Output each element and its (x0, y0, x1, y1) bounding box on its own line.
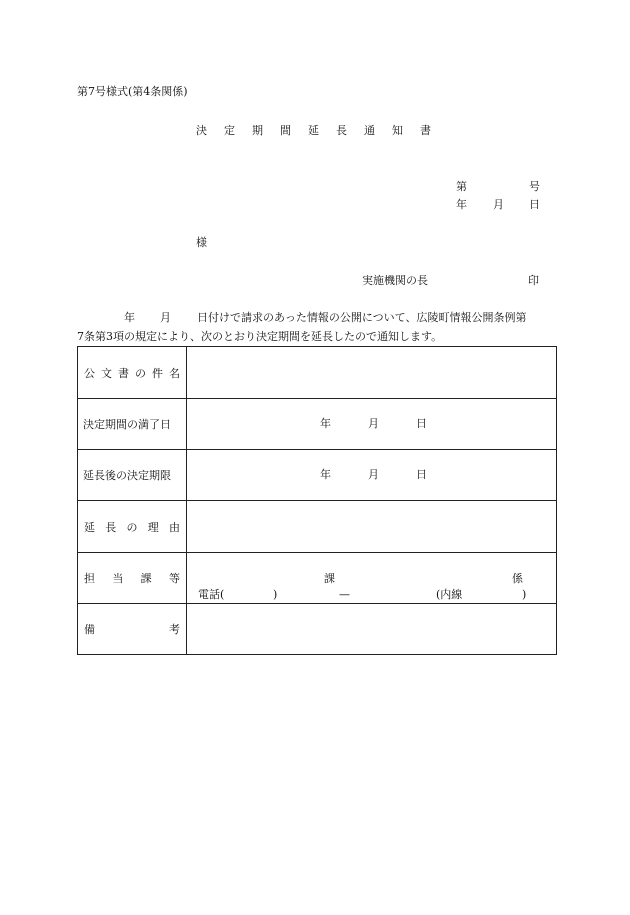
value-document-name (187, 347, 557, 399)
date-month: 月 (493, 198, 504, 211)
expiry-year: 年 (320, 417, 331, 430)
notice-table (77, 346, 557, 655)
extension-label: (内線 (436, 588, 463, 601)
doc-number-prefix: 第 (456, 180, 467, 193)
value-expiry-date (187, 399, 557, 450)
addressee-suffix: 様 (196, 236, 207, 249)
label-expiry-date: 決定期間の満了日 (78, 399, 187, 450)
phone-label: 電話( (198, 588, 225, 601)
section-kakari: 係 (512, 572, 523, 585)
deadline-day: 日 (416, 468, 427, 481)
seal-mark: 印 (528, 274, 539, 287)
table-row (78, 399, 557, 450)
doc-number-suffix: 号 (529, 180, 540, 193)
phone-dash: — (339, 588, 350, 601)
body-month: 月 (160, 311, 171, 324)
body-year: 年 (124, 311, 135, 324)
table-row (78, 553, 557, 604)
table-row (78, 347, 557, 399)
expiry-day: 日 (416, 417, 427, 430)
table-row (78, 604, 557, 655)
body-line-2: 7条第3項の規定により、次のとおり決定期間を延長したので通知します。 (77, 330, 443, 343)
label-remarks: 備 考 (78, 604, 187, 655)
label-reason: 延 長 の 理 由 (78, 501, 187, 553)
label-department: 担 当 課 等 (78, 553, 187, 604)
date-year: 年 (456, 198, 467, 211)
table-row (78, 501, 557, 553)
value-department (187, 553, 557, 604)
label-extended-deadline: 延長後の決定期限 (78, 450, 187, 501)
deadline-year: 年 (320, 468, 331, 481)
document-title: 決 定 期 間 延 長 通 知 書 (196, 124, 431, 137)
table-row (78, 450, 557, 501)
expiry-month: 月 (368, 417, 379, 430)
date-day: 日 (529, 198, 540, 211)
form-number: 第7号様式(第4条関係) (77, 85, 188, 98)
section-ka: 課 (324, 572, 335, 585)
body-line-1: 日付けで請求のあった情報の公開について、広陵町情報公開条例第 (197, 311, 527, 324)
deadline-month: 月 (368, 468, 379, 481)
value-reason (187, 501, 557, 553)
value-extended-deadline (187, 450, 557, 501)
value-remarks (187, 604, 557, 655)
label-document-name: 公 文 書 の 件 名 (78, 347, 187, 399)
sender-title: 実施機関の長 (362, 274, 428, 287)
phone-close: ) (273, 588, 278, 601)
extension-close: ) (522, 588, 527, 601)
